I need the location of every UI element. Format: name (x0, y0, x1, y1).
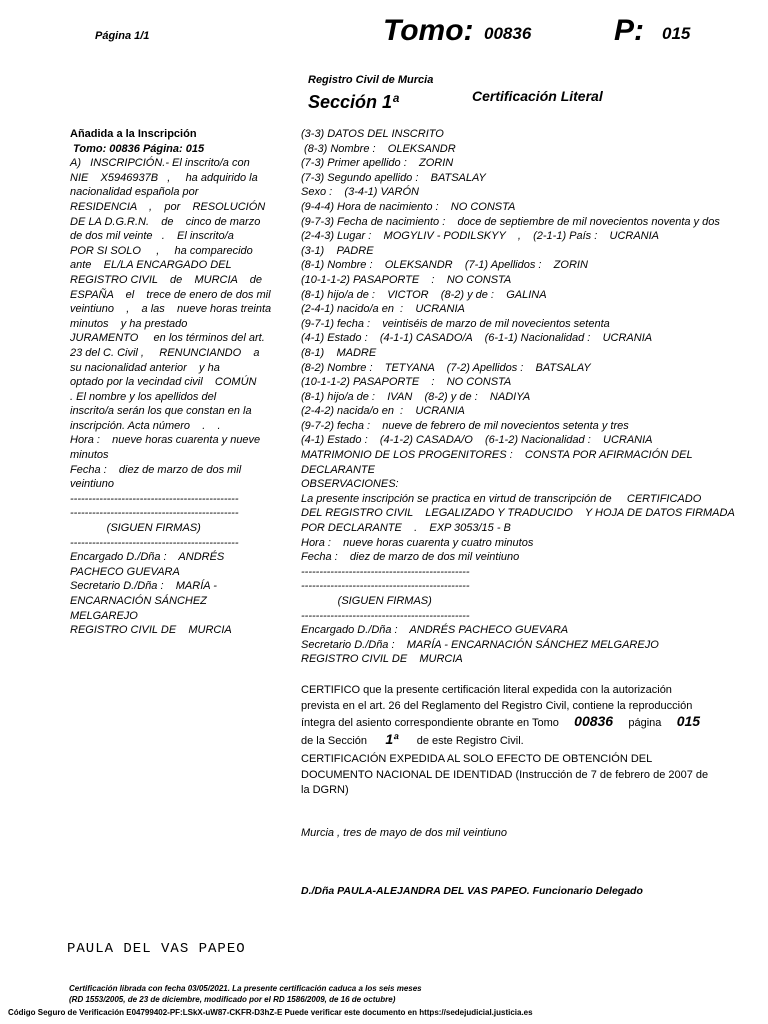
inscripcion-line: 23 del C. Civil , RENUNCIANDO a (70, 346, 260, 359)
datos-line: ---------------------------------------------- (301, 565, 470, 578)
inscripcion-line: (SIGUEN FIRMAS) (70, 522, 201, 535)
footer-caducidad: Certificación librada con fecha 03/05/2021. La presente certificación caduca a los seis meses (69, 984, 422, 993)
footer-rd: (RD 1553/2005, de 23 de diciembre, modificado por el RD 1586/2009, de 16 de octubre) (69, 995, 396, 1004)
inscripcion-line: minutos y ha prestado (70, 317, 188, 330)
tomo-label: Tomo: (383, 14, 474, 47)
expedida-line: DOCUMENTO NACIONAL DE IDENTIDAD (Instrucción de 7 de febrero de 2007 de (301, 768, 709, 781)
p-label: P: (614, 14, 644, 47)
inscripcion-line: REGISTRO CIVIL de MURCIA de (70, 273, 262, 286)
inscripcion-line: Hora : nueve horas cuarenta y nueve (70, 434, 261, 447)
datos-line: (7-3) Primer apellido : ZORIN (301, 157, 454, 170)
inscripcion-line: optado por la vecindad civil COMÚN (70, 376, 257, 389)
certifico-paragraph (301, 683, 751, 749)
expedida-line: CERTIFICACIÓN EXPEDIDA AL SOLO EFECTO DE OBTENCIÓN DEL (301, 753, 653, 765)
datos-line: OBSERVACIONES: (301, 478, 399, 491)
certifico-text: página (628, 717, 662, 729)
certifico-pagina: 015 (676, 713, 701, 729)
datos-line: (9-7-1) fecha : veintiséis de marzo de mil novecientos setenta (301, 317, 610, 330)
certifico-seccion: 1ª (385, 730, 399, 747)
inscripcion-line: de dos mil veinte . El inscrito/a (70, 230, 234, 243)
datos-line: Sexo : (3-4-1) VARÓN (301, 186, 419, 199)
inscripcion-line: nacionalidad española por (70, 186, 199, 199)
datos-line: (7-3) Segundo apellido : BATSALAY (301, 171, 486, 184)
datos-line: (8-1) MADRE (301, 346, 377, 359)
inscripcion-line: PACHECO GUEVARA (70, 565, 180, 578)
inscripcion-line: Tomo: 00836 Página: 015 (70, 142, 205, 155)
inscripcion-line: MELGAREJO (70, 609, 138, 622)
inscripcion-line: Encargado D./Dña : ANDRÉS (70, 551, 225, 564)
inscripcion-line: ENCARNACIÓN SÁNCHEZ (70, 595, 207, 607)
datos-line: (8-1) hijo/a de : IVAN (8-2) y de : NADIYA (301, 390, 531, 403)
datos-line: (8-3) Nombre : OLEKSANDR (301, 142, 456, 155)
tomo-number: 00836 (484, 24, 532, 43)
certifico-line: CERTIFICO que la presente certificación literal expedida con la autorización (301, 684, 672, 696)
inscripcion-line: Añadida a la Inscripción (70, 128, 197, 140)
inscripcion-line: inscripción. Acta número . . (70, 419, 221, 432)
left-column-inscripcion (70, 127, 270, 638)
inscripcion-line: Fecha : diez de marzo de dos mil (70, 463, 242, 476)
funcionario-delegado: D./Dña PAULA-ALEJANDRA DEL VAS PAPEO. Funcionario Delegado (301, 885, 643, 897)
certificacion-title: Certificación Literal (472, 88, 603, 104)
inscripcion-line: Secretario D./Dña : MARÍA - (70, 580, 217, 593)
datos-line: (9-7-2) fecha : nueve de febrero de mil novecientos setenta y tres (301, 419, 629, 432)
datos-line: DEL REGISTRO CIVIL LEGALIZADO Y TRADUCIDO Y HOJA DE DATOS FIRMADA (301, 507, 735, 520)
inscripcion-line: . El nombre y los apellidos del (70, 390, 217, 403)
datos-line: (8-1) Nombre : OLEKSANDR (7-1) Apellidos : ZORIN (301, 259, 588, 272)
datos-line: (SIGUEN FIRMAS) (301, 595, 432, 607)
inscripcion-line: minutos (70, 449, 109, 462)
seccion-title: Sección 1ª (308, 92, 399, 112)
datos-line: (4-1) Estado : (4-1-2) CASADA/O (6-1-2) Nacionalidad : UCRANIA (301, 434, 653, 447)
datos-line: MATRIMONIO DE LOS PROGENITORES : CONSTA POR AFIRMACIÓN DEL (301, 449, 693, 462)
datos-line: Encargado D./Dña : ANDRÉS PACHECO GUEVARA (301, 624, 569, 637)
datos-line: ---------------------------------------------- (301, 609, 470, 622)
footer-csv: Código Seguro de Verificación E04799402-PF:LSkX-uW87-CKFR-D3hZ-E Puede verificar este documento en https://sedejudicial.justicia.es (8, 1008, 533, 1017)
p-number: 015 (662, 24, 691, 43)
certifico-text: de la Sección (301, 734, 368, 747)
inscripcion-line: ---------------------------------------------- (70, 492, 239, 505)
inscripcion-line: A) INSCRIPCIÓN.- El inscrito/a con (70, 157, 250, 170)
certifico-text: íntegra del asiento correspondiente obrante en Tomo (301, 717, 559, 729)
datos-line: (3-1) PADRE (301, 244, 374, 257)
expedida-line: la DGRN) (301, 784, 349, 796)
inscripcion-line: ---------------------------------------------- (70, 507, 239, 520)
inscripcion-line: JURAMENTO en los términos del art. (70, 332, 265, 345)
datos-line: Secretario D./Dña : MARÍA - ENCARNACIÓN SÁNCHEZ MELGAREJO (301, 638, 659, 651)
datos-line: (3-3) DATOS DEL INSCRITO (301, 128, 444, 140)
signature: PAULA DEL VAS PAPEO (67, 941, 246, 957)
inscripcion-line: RESIDENCIA , por RESOLUCIÓN (70, 200, 266, 213)
inscripcion-line: ante EL/LA ENCARGADO DEL (70, 259, 232, 272)
datos-line: (8-2) Nombre : TETYANA (7-2) Apellidos : BATSALAY (301, 361, 591, 374)
inscripcion-line: DE LA D.G.R.N. de cinco de marzo (70, 215, 261, 228)
right-column-datos (301, 127, 741, 667)
datos-line: ---------------------------------------------- (301, 580, 470, 593)
datos-line: (2-4-3) Lugar : MOGYLIV - PODILSKYY , (2-1-1) País : UCRANIA (301, 230, 660, 243)
page-number: Página 1/1 (95, 30, 150, 42)
inscripcion-line: ESPAÑA el trece de enero de dos mil (70, 288, 271, 301)
fecha-lugar: Murcia , tres de mayo de dos mil veintiuno (301, 827, 508, 839)
inscripcion-line: ---------------------------------------------- (70, 536, 239, 549)
registro-title: Registro Civil de Murcia (308, 74, 434, 86)
inscripcion-line: veintiuno , a las nueve horas treinta (70, 303, 272, 316)
certifico-line (301, 714, 751, 732)
certificacion-expedida (301, 752, 751, 799)
certifico-line (301, 732, 751, 750)
certifico-line: prevista en el art. 26 del Reglamento del Registro Civil, contiene la reproducción (301, 699, 693, 712)
inscripcion-line: inscrito/a serán los que constan en la (70, 405, 252, 418)
datos-line: La presente inscripción se practica en virtud de transcripción de CERTIFICADO (301, 492, 702, 505)
datos-line: (2-4-2) nacida/o en : UCRANIA (301, 405, 465, 418)
datos-line: (4-1) Estado : (4-1-1) CASADO/A (6-1-1) Nacionalidad : UCRANIA (301, 332, 653, 345)
inscripcion-line: REGISTRO CIVIL DE MURCIA (70, 624, 232, 637)
datos-line: (9-4-4) Hora de nacimiento : NO CONSTA (301, 200, 516, 213)
inscripcion-line: su nacionalidad anterior y ha (70, 361, 220, 374)
datos-line: Fecha : diez de marzo de dos mil veintiuno (301, 551, 520, 564)
datos-line: (10-1-1-2) PASAPORTE : NO CONSTA (301, 376, 512, 389)
datos-line: (8-1) hijo/a de : VICTOR (8-2) y de : GALINA (301, 288, 547, 301)
inscripcion-line: POR SI SOLO , ha comparecido (70, 244, 253, 257)
inscripcion-line: NIE X5946937B , ha adquirido la (70, 171, 258, 184)
datos-line: (2-4-1) nacido/a en : UCRANIA (301, 303, 465, 316)
datos-line: POR DECLARANTE . EXP 3053/15 - B (301, 522, 511, 535)
certifico-tomo: 00836 (574, 713, 614, 729)
datos-line: (10-1-1-2) PASAPORTE : NO CONSTA (301, 273, 512, 286)
inscripcion-line: veintiuno (70, 478, 115, 491)
datos-line: REGISTRO CIVIL DE MURCIA (301, 653, 463, 666)
certifico-text: de este Registro Civil. (416, 734, 524, 747)
datos-line: Hora : nueve horas cuarenta y cuatro minutos (301, 536, 534, 549)
datos-line: DECLARANTE (301, 463, 375, 476)
datos-line: (9-7-3) Fecha de nacimiento : doce de septiembre de mil novecientos noventa y dos (301, 215, 720, 228)
